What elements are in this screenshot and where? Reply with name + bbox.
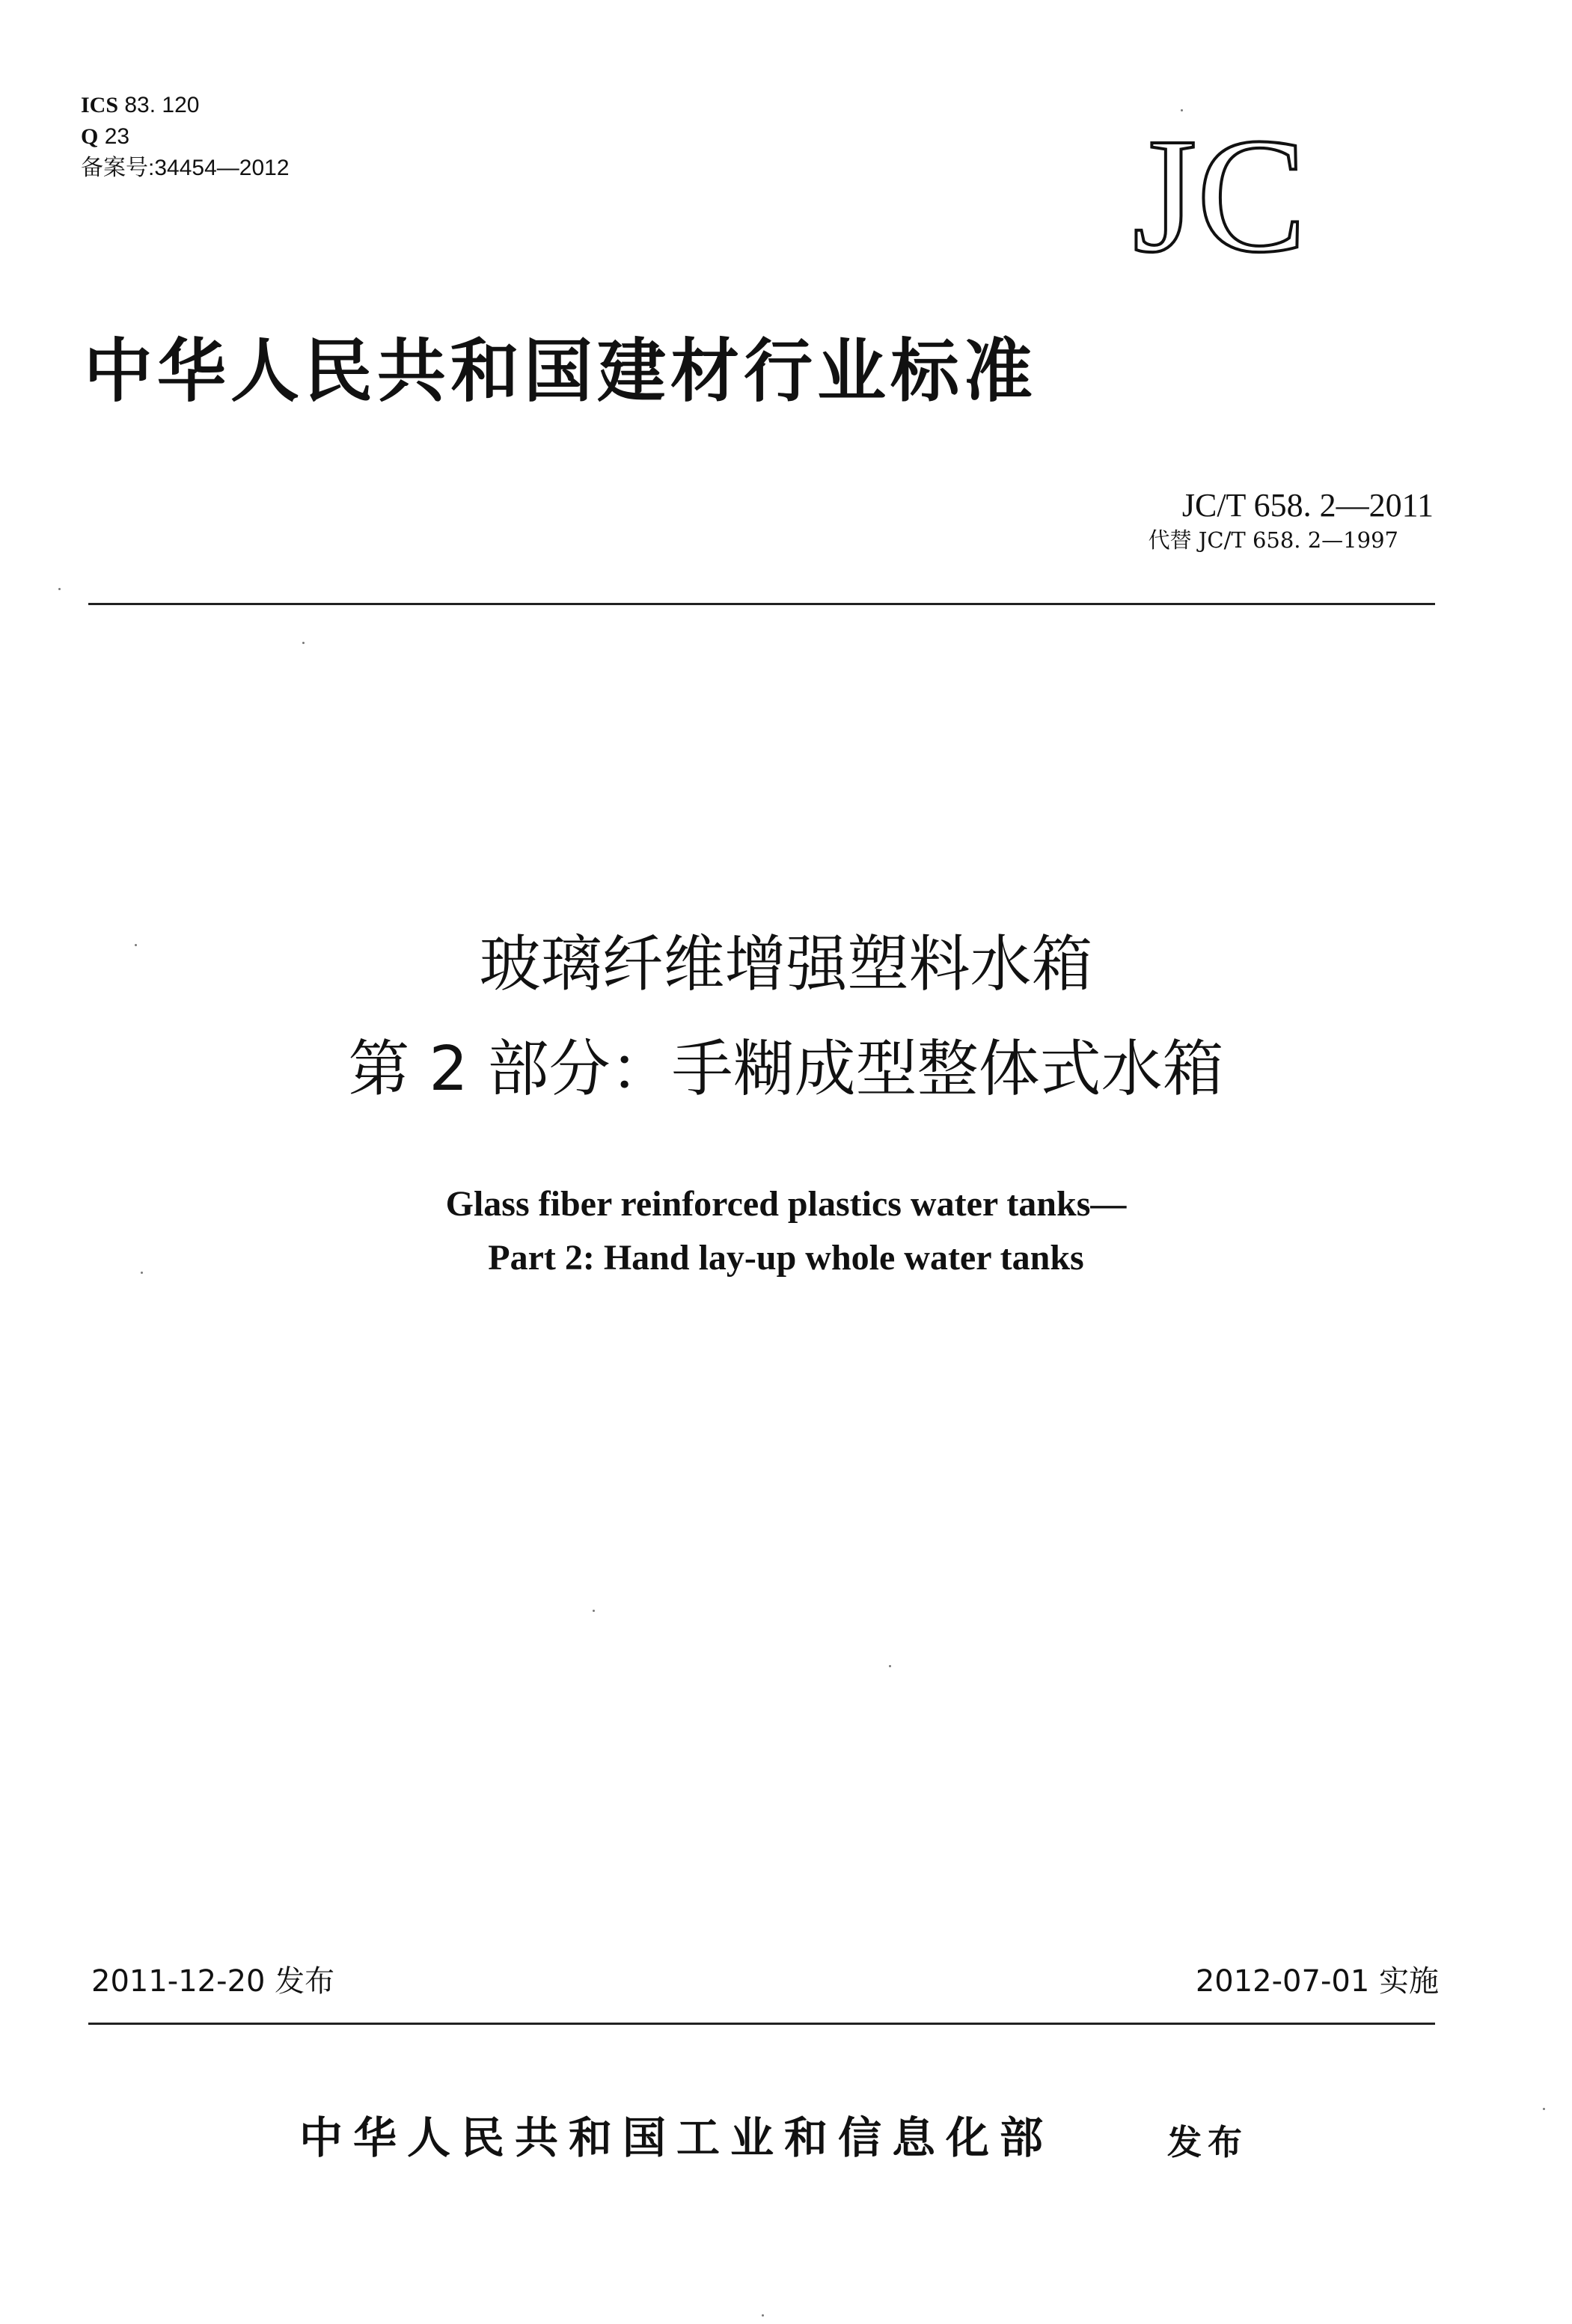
title-en-line2: Part 2: Hand lay-up whole water tanks <box>488 1238 1084 1278</box>
standard-number: JC/T 658. 2—2011 <box>1181 487 1434 524</box>
header-divider <box>88 603 1435 605</box>
scan-speck <box>889 1665 891 1667</box>
footer-divider <box>88 2023 1435 2025</box>
ics-code <box>81 91 199 120</box>
issuer-name: 中华人民共和国工业和信息化部 <box>299 2112 1054 2163</box>
scan-speck <box>135 944 137 946</box>
ccs-value: 23 <box>104 124 130 149</box>
issuer-action: 发布 <box>1167 2122 1248 2162</box>
ccs-label: Q <box>81 124 99 149</box>
record-value: 34454—2012 <box>154 156 290 180</box>
scan-speck <box>593 1610 595 1612</box>
record-label: 备案号 <box>81 156 148 180</box>
scan-speck <box>1181 109 1183 111</box>
jc-logo <box>1092 120 1347 269</box>
record-separator: : <box>148 156 155 180</box>
scan-speck <box>1543 2108 1545 2110</box>
scan-speck <box>762 2314 764 2317</box>
issue-date: 2011-12-20 发布 <box>91 1964 335 1999</box>
scan-speck <box>58 588 61 590</box>
jc-logo-text: JC <box>1132 120 1307 269</box>
implementation-date: 2012-07-01 实施 <box>1195 1964 1439 1999</box>
title-cn-line2: 第 2 部分：手糊成型整体式水箱 <box>348 1034 1224 1105</box>
standard-title: 中华人民共和国建材行业标准 <box>84 331 1038 411</box>
scan-speck <box>141 1272 143 1274</box>
replaces-standard: 代替 JC/T 658. 2—1997 <box>1148 527 1398 553</box>
ccs-code <box>81 123 129 151</box>
ics-value: 83. 120 <box>124 93 200 117</box>
record-number <box>81 154 290 183</box>
ics-label: ICS <box>81 93 119 117</box>
title-en-line1: Glass fiber reinforced plastics water tanks— <box>445 1184 1127 1224</box>
scan-speck <box>302 642 305 644</box>
title-cn-line1: 玻璃纤维增强塑料水箱 <box>479 929 1093 1000</box>
